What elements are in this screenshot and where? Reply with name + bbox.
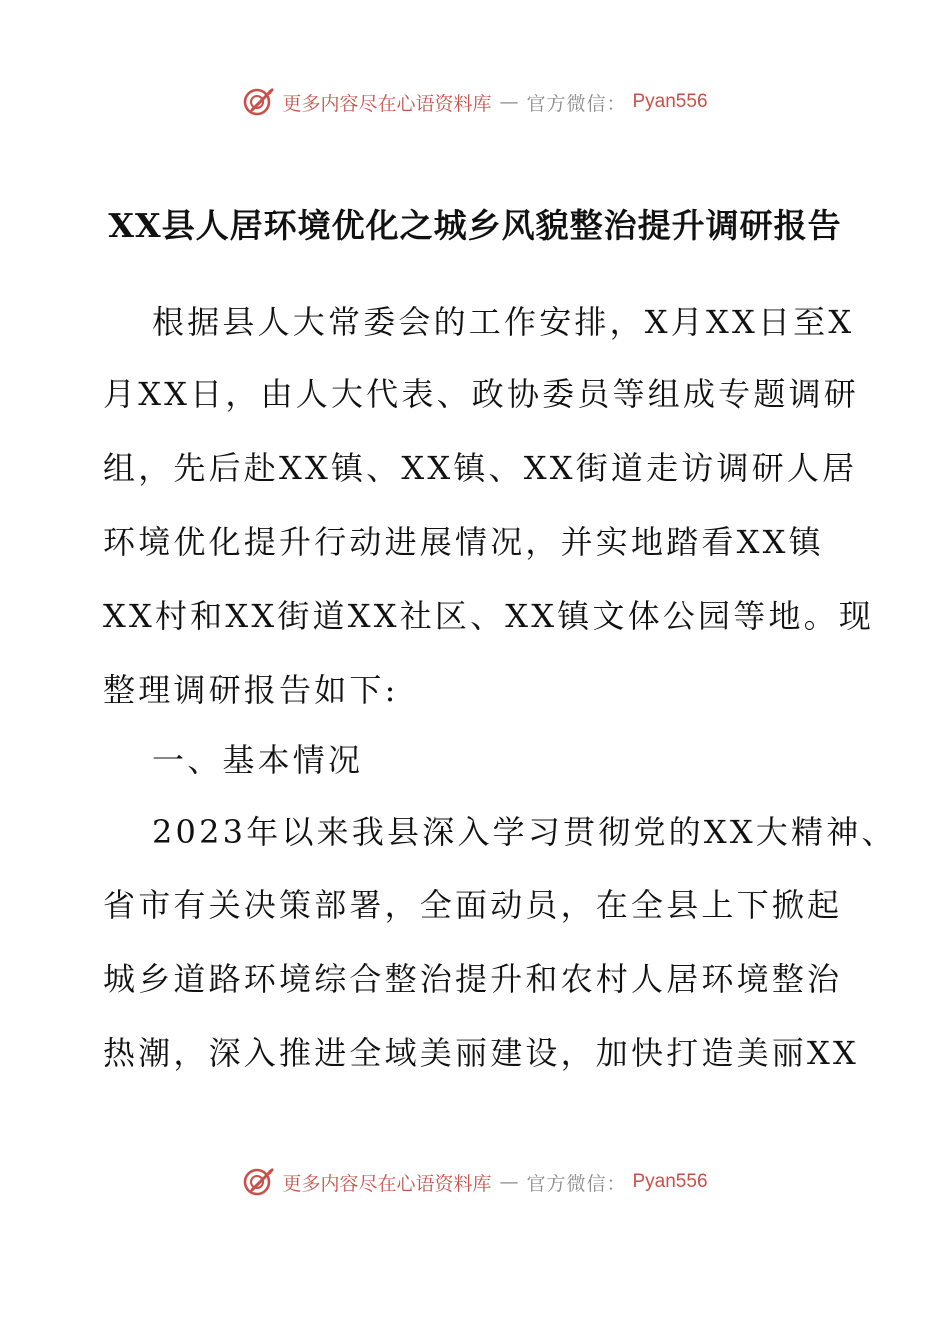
pen-logo-icon (242, 1165, 276, 1199)
watermark-dash: — (499, 91, 519, 113)
watermark-handle: Pyan556 (632, 1171, 708, 1192)
watermark-brand: 更多内容尽在心语资料库 (282, 1172, 492, 1195)
body-line-2: 月XX日，由人大代表、政协委员等组成专题调研 (103, 375, 859, 413)
body-line-6: 整理调研报告如下: (103, 671, 399, 709)
body-line-10: 城乡道路环境综合整治提升和农村人居环境整治 (103, 960, 843, 998)
watermark-contact-label: 官方微信： (526, 1172, 627, 1195)
watermark-handle: Pyan556 (632, 91, 708, 112)
watermark-contact-label: 官方微信： (526, 92, 627, 115)
body-line-9: 省市有关决策部署，全面动员，在全县上下掀起 (103, 886, 843, 924)
footer-watermark (0, 1164, 950, 1200)
pen-logo-icon (242, 85, 276, 119)
watermark-dash: — (499, 1171, 519, 1193)
body-line-11: 热潮，深入推进全域美丽建设，加快打造美丽XX (103, 1034, 859, 1072)
section-heading: 一、基本情况 (152, 741, 364, 779)
document-title: XX县人居环境优化之城乡风貌整治提升调研报告 (108, 206, 842, 245)
body-line-5: XX村和XX街道XX社区、XX镇文体公园等地。现 (103, 597, 875, 635)
body-line-4: 环境优化提升行动进展情况，并实地踏看XX镇 (103, 523, 824, 561)
header-watermark (0, 84, 950, 120)
body-line-1: 根据县人大常委会的工作安排，X月XX日至X (152, 303, 855, 341)
watermark-brand: 更多内容尽在心语资料库 (282, 92, 492, 115)
body-line-3: 组，先后赴XX镇、XX镇、XX街道走访调研人居 (103, 449, 858, 487)
body-line-8: 2023年以来我县深入学习贯彻党的XX大精神、 (152, 813, 897, 851)
